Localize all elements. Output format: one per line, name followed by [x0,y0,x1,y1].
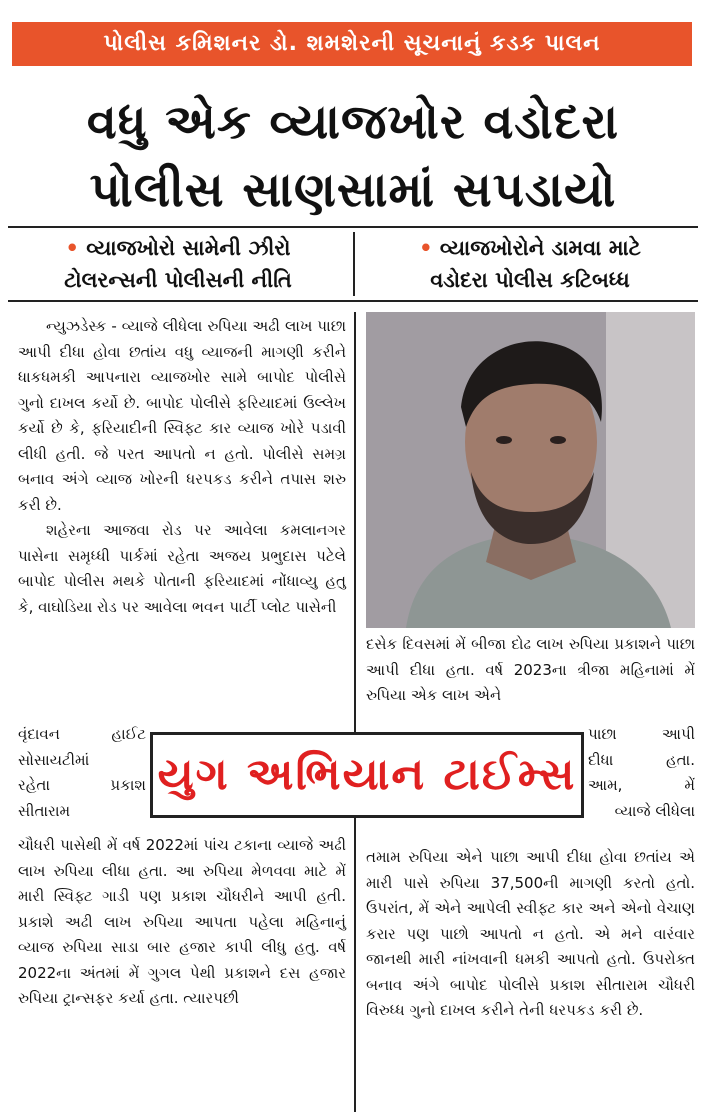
paragraph-1: ન્યુઝડેસ્ક - વ્યાજે લીધેલા રુપિયા અઢી લાખ પાછા આપી દીધા હોવા છતાંય વધુ વ્યાજની માગણી કરીને ધાકધમકી આપનારા વ્યાજખોર સામે બાપોદ પોલીસે ગુનો દાખલ કર્યો છે. બાપોદ પોલીસે ફરિયાદમાં ઉલ્લેખ કર્યો છે કે, ફરિયાદીની સ્વિફ્ટ કાર વ્યાજ ખોરે પડાવી લીધી હતી. જે પરત આપતો ન હતો. પોલીસે સમગ્ર બનાવ અંગે વ્યાજ ખોરની ધરપકડ કરીને તપાસ શરુ કરી છે. [18,317,346,514]
bullet-icon: • [419,236,433,260]
bullet-icon: • [65,236,79,260]
subhead-right-line-1: વ્યાજખોરોને ડામવા માટે [439,236,641,260]
headline-divider [8,226,698,228]
headline-line-2: પોલીસ સાણસામાં સપડાયો [89,162,617,218]
left-wrap-text [18,722,146,824]
subhead-divider-bottom [8,300,698,302]
suspect-photo [366,312,695,628]
right-paragraph-1: દસેક દિવસમાં મેં બીજા દોઢ લાખ રુપિયા પ્રકાશને પાછા આપી દીધા હતા. વર્ષ 2023ના ત્રીજા મહિનામાં મેં રુપિયા એક લાખ એને [366,635,695,704]
subhead-right [362,232,698,296]
right-column-upper [366,632,695,709]
right-wrap-line-3: આમ, મેં [588,776,695,794]
top-banner: પોલીસ કમિશનર ડો. શમશેરની સૂચનાનું કડક પાલન [12,22,692,66]
wrap-line-3: રહેતા પ્રકાશ [18,776,146,794]
right-paragraph-2: તમામ રુપિયા એને પાછા આપી દીધા હોવા છતાંય એ મારી પાસે રુપિયા 37,500ની માગણી કરતો હતો. ઉપરાંત, મેં એને આપેલી સ્વીફ્ટ કાર અને એનો વેચાણ કરાર પણ પાછો આપતો ન હતો. એ મને વારંવાર જાનથી મારી નાંખવાની ધમકી આપતો હતો. ઉપરોક્ત બનાવ અંગે બાપોદ પોલીસે પ્રકાશ સીતારામ ચૌધરી વિરુધ્ધ ગુનો દાખલ કરીને તેની ધરપકડ કરી છે. [366,848,695,1019]
wrap-line-4: સીતારામ [18,801,71,820]
wrap-line-2: સોસાયટીમાં [18,750,90,769]
subhead-left [10,232,346,296]
publication-logo: યુગ અભિયાન ટાઈમ્સ [157,749,577,800]
left-column-lower [18,833,346,1012]
right-wrap-line-2: દીધા હતા. [588,750,695,769]
headline-line-1: વધુ એક વ્યાજખોર વડોદરા [86,94,620,150]
right-wrap-text [588,722,695,824]
right-column-lower [366,845,695,1024]
right-wrap-line-1: પાછા આપી [588,725,695,743]
left-column-upper [18,314,346,620]
paragraph-3: ચૌધરી પાસેથી મેં વર્ષ 2022માં પાંચ ટકાના વ્યાજે અઢી લાખ રુપિયા લીધા હતા. આ રુપિયા મેળવવા માટે મેં મારી સ્વિફ્ટ ગાડી પણ પ્રકાશ ચૌધરીને આપી હતી. પ્રકાશે અઢી લાખ રુપિયા આપતા પહેલા મહિનાનું વ્યાજ રુપિયા સાડા બાર હજાર કાપી લીધુ હતુ. વર્ષ 2022ના અંતમાં મેં ગુગલ પેથી પ્રકાશને દસ હજાર રુપિયા ટ્રાન્સફર કર્યા હતા. ત્યારપછી [18,836,346,1007]
subhead-right-line-2: વડોદરા પોલીસ કટિબધ્ધ [430,268,630,292]
subhead-left-line-1: વ્યાજખોરો સામેની ઝીરો [86,236,291,260]
person-illustration [366,312,695,628]
column-divider [354,312,356,1112]
publication-logo-box [150,732,584,818]
right-wrap-line-4: વ્યાજે લીધેલા [614,801,695,820]
wrap-line-1: વૃંદાવન હાઈટ [18,725,146,743]
subhead-divider [353,232,355,296]
subhead-left-line-2: ટોલરન્સની પોલીસની નીતિ [64,268,292,292]
paragraph-2: શહેરના આજવા રોડ પર આવેલા કમલાનગર પાસેના સમૃધ્ધી પાર્કમાં રહેતા અજય પ્રભુદાસ પટેલે બાપોદ પોલીસ મથકે પોતાની ફરિયાદમાં નોંધાવ્યુ હતુ કે, વાઘોડિયા રોડ પર આવેલા ભવન પાર્ટી પ્લોટ પાસેની [18,521,346,616]
